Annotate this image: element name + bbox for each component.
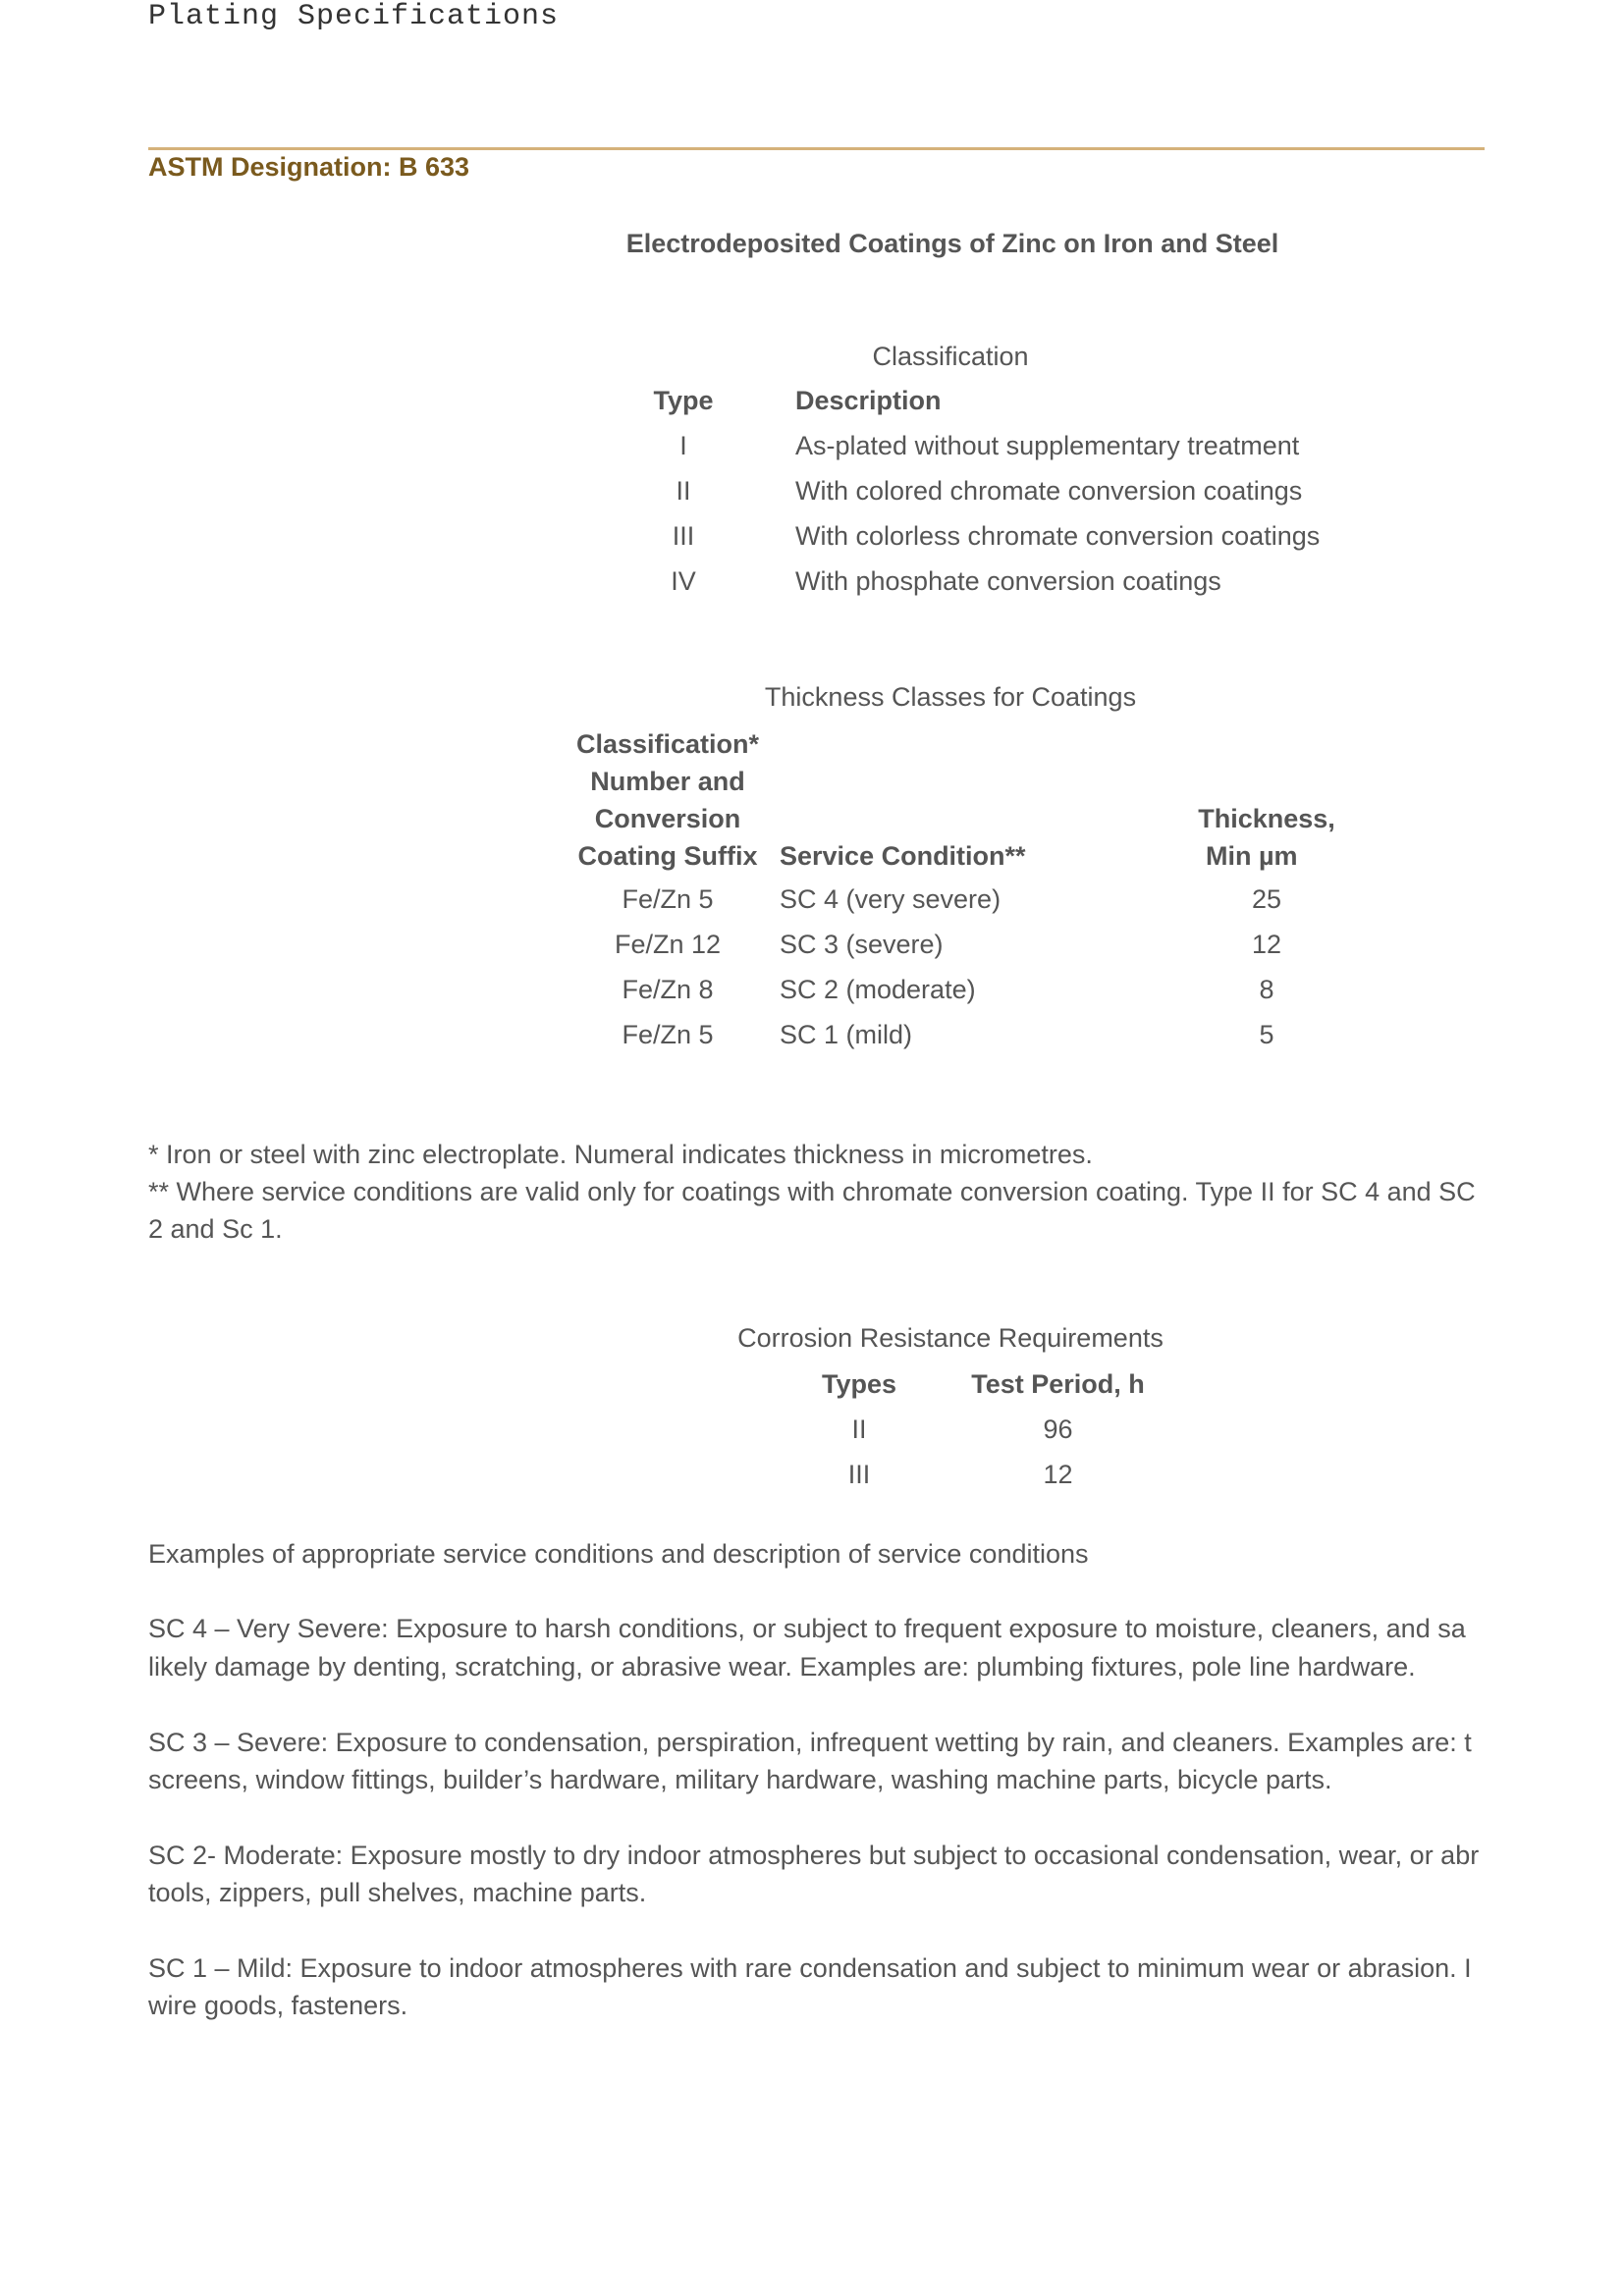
class-row-type: II <box>676 476 691 506</box>
footnote-single-asterisk: * Iron or steel with zinc electroplate. Numeral indicates thickness in micrometres. <box>148 1140 1093 1169</box>
thickness-row-service: SC 4 (very severe) <box>780 884 1001 914</box>
thickness-row-service: SC 2 (moderate) <box>780 975 976 1004</box>
running-title: Plating Specifications <box>148 0 560 33</box>
sc1-line: wire goods, fasteners. <box>148 1991 408 2020</box>
thickness-row-class: Fe/Zn 12 <box>614 930 722 959</box>
col-header-thickness: Thickness, <box>1198 804 1335 833</box>
thickness-caption: Thickness Classes for Coatings <box>764 682 1137 712</box>
sc3-line: screens, window fittings, builder’s hardware, military hardware, washing machine parts, bicycle parts. <box>148 1765 1332 1794</box>
class-row-description: With colored chromate conversion coatings <box>795 476 1303 506</box>
thickness-row-service: SC 1 (mild) <box>780 1020 913 1049</box>
col-header-classification: Conversion <box>594 804 741 833</box>
col-header-test-period: Test Period, h <box>971 1369 1145 1399</box>
classification-caption: Classification <box>872 342 1029 371</box>
footnote-double-asterisk: ** Where service conditions are valid only for coatings with chromate conversion coating. Type II for SC 4 and SC 2 and Sc 1. <box>148 1177 1476 1244</box>
header-rule <box>148 147 1485 150</box>
sc2-line: SC 2- Moderate: Exposure mostly to dry indoor atmospheres but subject to occasional condensation, wear, or abr <box>148 1841 1480 1870</box>
corrosion-row-period: 96 <box>1043 1415 1073 1444</box>
thickness-row-value: 25 <box>1251 884 1282 914</box>
sc4-line: likely damage by denting, scratching, or abrasive wear. Examples are: plumbing fixtures, pole line hardware. <box>148 1652 1416 1682</box>
col-header-description: Description <box>795 386 942 415</box>
examples-intro: Examples of appropriate service conditions and description of service conditions <box>148 1539 1089 1569</box>
col-header-classification: Coating Suffix <box>577 841 758 871</box>
sc2-line: tools, zippers, pull shelves, machine parts. <box>148 1878 647 1907</box>
thickness-row-value: 5 <box>1259 1020 1274 1049</box>
col-header-classification: Number and <box>590 767 745 796</box>
col-header-service-condition: Service Condition** <box>780 841 1026 871</box>
col-header-classification: Classification* <box>575 729 760 759</box>
document-title: Electrodeposited Coatings of Zinc on Iron and Steel <box>625 229 1279 258</box>
col-header-thickness: Min µm <box>1206 841 1298 871</box>
sc1-line: SC 1 – Mild: Exposure to indoor atmospheres with rare condensation and subject to minimum wear or abrasion. I <box>148 1953 1472 1983</box>
thickness-row-service: SC 3 (severe) <box>780 930 944 959</box>
col-header-type: Type <box>653 386 714 415</box>
corrosion-caption: Corrosion Resistance Requirements <box>737 1323 1164 1353</box>
col-header-types: Types <box>821 1369 897 1399</box>
thickness-row-value: 8 <box>1259 975 1274 1004</box>
sc4-line: SC 4 – Very Severe: Exposure to harsh conditions, or subject to frequent exposure to moisture, cleaners, and sa <box>148 1614 1466 1643</box>
corrosion-row-period: 12 <box>1043 1460 1073 1489</box>
corrosion-row-type: II <box>851 1415 867 1444</box>
class-row-description: With phosphate conversion coatings <box>795 566 1221 596</box>
class-row-type: I <box>679 431 687 460</box>
thickness-row-class: Fe/Zn 5 <box>622 1020 714 1049</box>
class-row-type: IV <box>671 566 696 596</box>
class-row-type: III <box>672 521 695 551</box>
astm-designation: ASTM Designation: B 633 <box>148 152 470 182</box>
thickness-row-class: Fe/Zn 5 <box>622 884 714 914</box>
corrosion-row-type: III <box>847 1460 871 1489</box>
thickness-row-value: 12 <box>1251 930 1282 959</box>
thickness-row-class: Fe/Zn 8 <box>622 975 714 1004</box>
class-row-description: With colorless chromate conversion coatings <box>795 521 1321 551</box>
class-row-description: As-plated without supplementary treatment <box>795 431 1300 460</box>
sc3-line: SC 3 – Severe: Exposure to condensation, perspiration, infrequent wetting by rain, and cleaners. Examples are: t <box>148 1728 1472 1757</box>
